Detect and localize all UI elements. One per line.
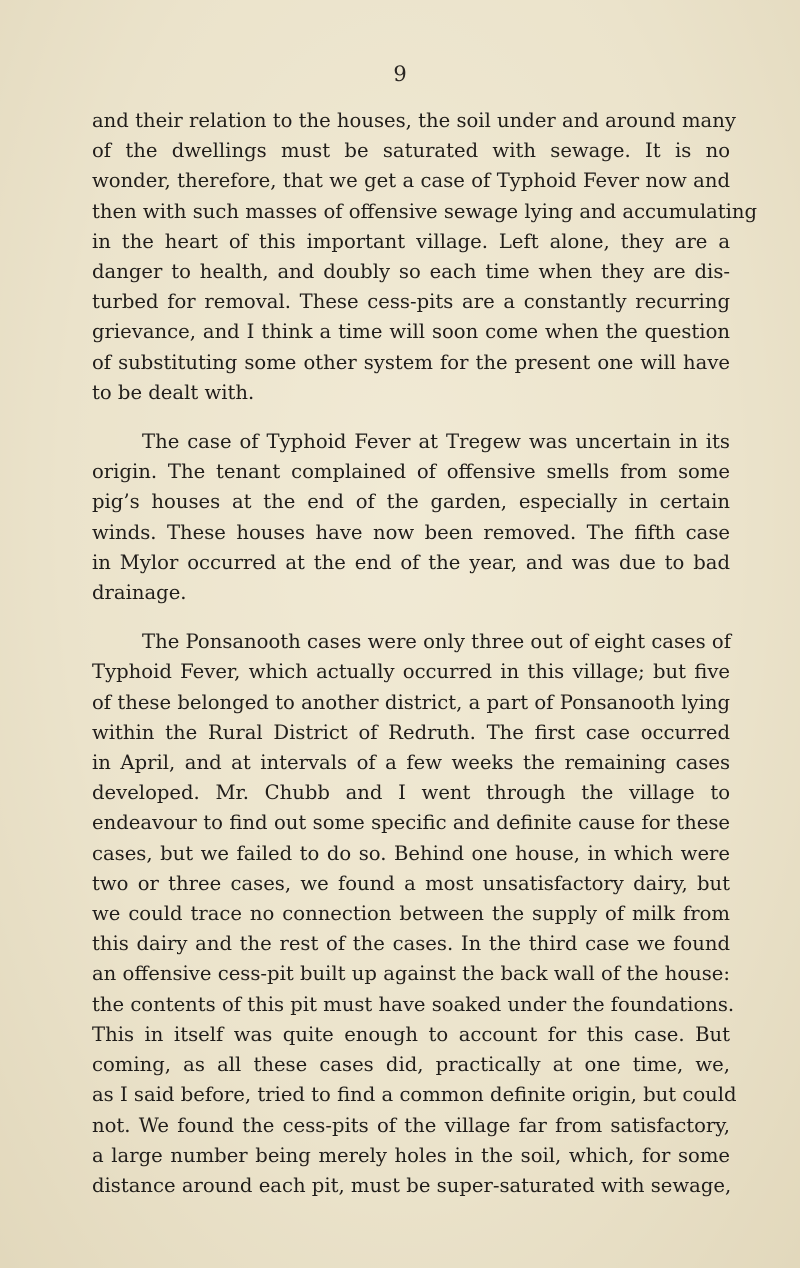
text-line: two or three cases, we found a most unsatisfactory dairy, but	[92, 871, 730, 895]
text-line: origin. The tenant complained of offensive smells from some	[92, 460, 730, 484]
text-line: danger to health, and doubly so each time when they are dis-	[92, 260, 730, 284]
text-line: coming, as all these cases did, practically at one time, we,	[92, 1053, 730, 1077]
text-line: a large number being merely holes in the soil, which, for some	[92, 1143, 730, 1167]
text-line: to be dealt with.	[92, 380, 255, 404]
text-line: pig’s houses at the end of the garden, especially in certain	[92, 490, 730, 514]
text-line: grievance, and I think a time will soon come when the question	[92, 320, 730, 344]
text-line: cases, but we failed to do so. Behind one house, in which were	[92, 841, 730, 865]
text-line: within the Rural District of Redruth. The first case occurred	[92, 720, 730, 744]
text-line: not. We found the cess-pits of the village far from satisfactory,	[92, 1113, 730, 1137]
text-line: The case of Typhoid Fever at Tregew was uncertain in its	[142, 430, 730, 454]
text-line: of substituting some other system for the present one will have	[92, 350, 730, 374]
text-line: of these belonged to another district, a part of Ponsanooth lying	[92, 690, 730, 714]
text-line: and their relation to the houses, the soil under and around many	[92, 109, 736, 132]
text-line: distance around each pit, must be super-saturated with sewage,	[92, 1173, 732, 1197]
text-line: in April, and at intervals of a few weeks the remaining cases	[92, 751, 730, 775]
text-line: The Ponsanooth cases were only three out of eight cases of	[142, 630, 731, 654]
text-line: as I said before, tried to find a common definite origin, but could	[92, 1083, 737, 1107]
text-line: Typhoid Fever, which actually occurred in this village; but five	[92, 660, 730, 684]
text-line: drainage.	[92, 581, 187, 605]
text-line: this dairy and the rest of the cases. In the third case we found	[92, 932, 730, 956]
text-line: the contents of this pit must have soaked under the foundations.	[92, 992, 735, 1016]
text-line: wonder, therefore, that we get a case of Typhoid Fever now and	[92, 169, 730, 193]
text-line: then with such masses of offensive sewage lying and accumulating	[92, 199, 758, 223]
paragraph	[92, 106, 758, 408]
text-line: an offensive cess-pit built up against the back wall of the house:	[92, 962, 730, 986]
paragraph	[92, 627, 737, 1201]
page-number: 9	[393, 62, 407, 86]
text-line: endeavour to find out some specific and definite cause for these	[92, 811, 730, 835]
text-line: we could trace no connection between the supply of milk from	[92, 902, 730, 926]
text-line: developed. Mr. Chubb and I went through the village to	[92, 781, 730, 805]
text-line: turbed for removal. These cess-pits are a constantly recurring	[92, 290, 730, 314]
body-text	[92, 106, 758, 1220]
text-line: This in itself was quite enough to account for this case. But	[92, 1022, 730, 1046]
text-line: in the heart of this important village. Left alone, they are a	[92, 229, 730, 253]
text-line: in Mylor occurred at the end of the year, and was due to bad	[92, 550, 730, 574]
text-line: of the dwellings must be saturated with sewage. It is no	[92, 139, 730, 163]
text-line: winds. These houses have now been removed. The fifth case	[92, 520, 730, 544]
paragraph	[92, 427, 730, 608]
